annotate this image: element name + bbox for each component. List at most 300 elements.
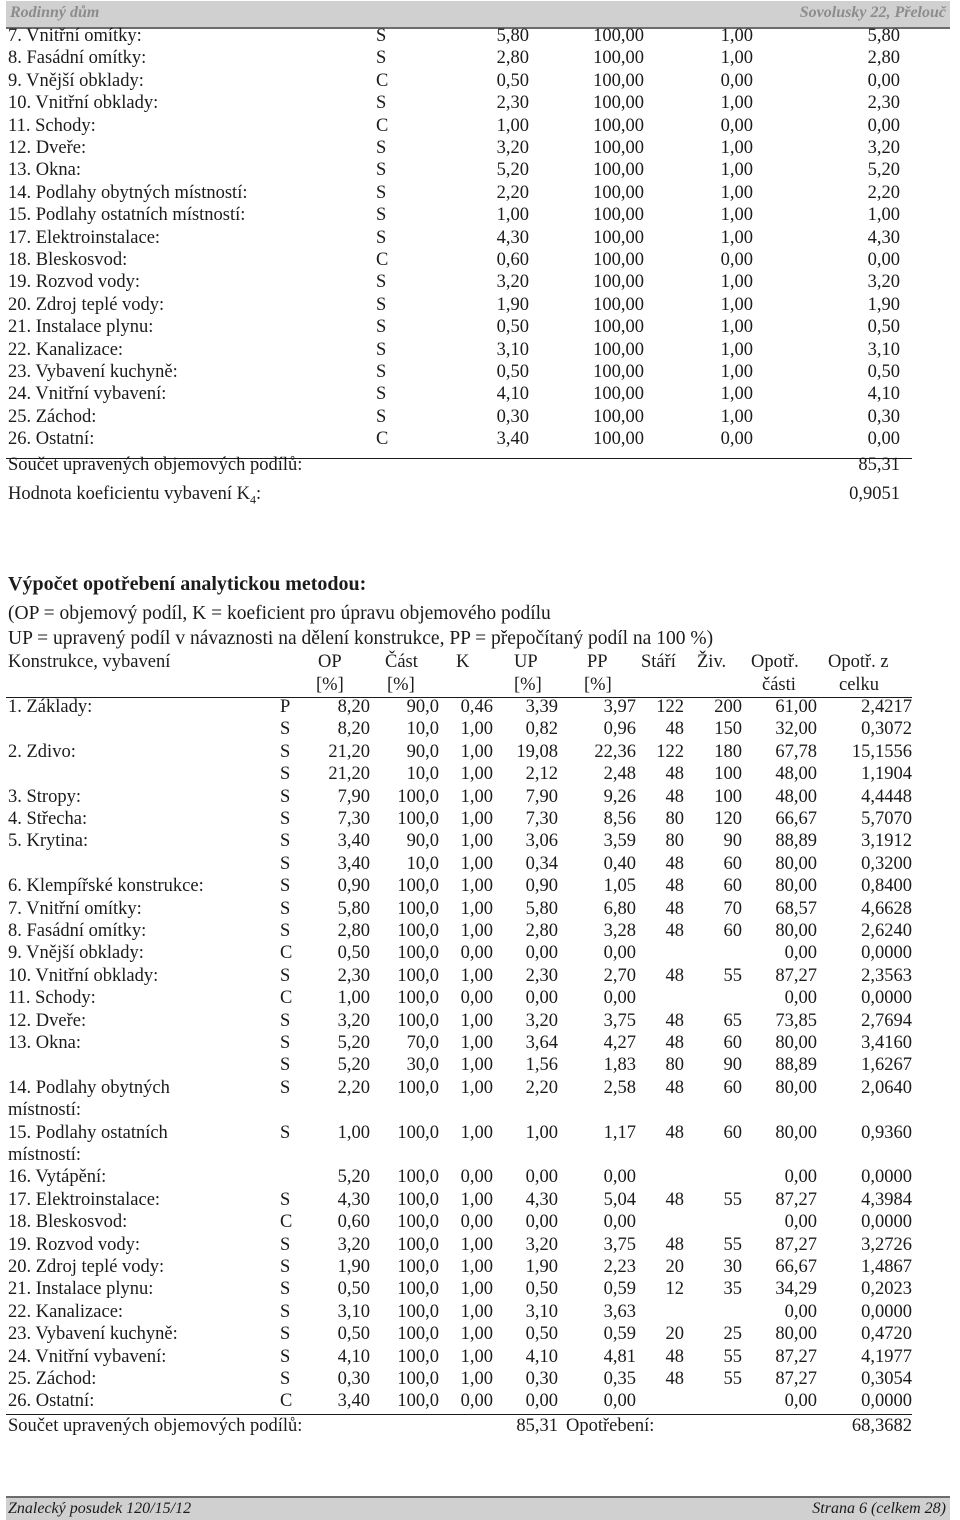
table2-row [0,787,960,809]
table2-cell-pp: 9,26 [603,786,636,807]
table1-row [0,362,960,384]
table1-cell-b: 100,00 [593,227,644,248]
table2-cell-ziv: 25 [723,1324,742,1345]
table2-cell-st: 122 [656,697,684,717]
table2-cell-typ: S [280,741,291,762]
table2-row [0,1347,960,1369]
table1-cell-a: 0,50 [496,362,529,382]
table1-row [0,272,960,294]
table2-cell-st: 80 [665,809,684,829]
table2-cell-oc: 87,27 [775,1189,817,1210]
col-opotr-celku-unit: celku [839,675,880,695]
table2-cell-op: 21,20 [328,764,370,785]
table2-cell-cast: 100,0 [397,1346,439,1367]
table1-cell-b: 100,00 [593,406,644,427]
table2-cell-oz: 0,3072 [861,719,912,740]
table2-cell-cast: 100,0 [397,1212,439,1233]
table2-cell-k: 0,00 [460,1391,493,1412]
table2-cell-pp: 0,00 [603,943,636,964]
table2-cell-pp: 3,59 [603,831,636,852]
col-pp-unit: [%] [584,675,612,695]
table2-cell-k: 1,00 [460,1189,493,1210]
table2-cell-st: 48 [665,876,684,897]
table2-cell-name: 11. Schody: [8,988,96,1009]
table1-sum-value: 85,31 [858,455,900,475]
table2-cell-st: 48 [665,1077,684,1098]
table2-cell-cast: 100,0 [397,1257,439,1277]
table1-cell-t: S [376,160,387,181]
table2-cell-up: 1,00 [525,1122,558,1143]
table1-cell-b: 100,00 [593,70,644,91]
table1-cell-name: 10. Vnitřní obklady: [8,93,159,114]
table1-cell-d: 5,20 [867,160,900,181]
table1-cell-name: 25. Záchod: [8,406,97,427]
table2-cell-ziv: 60 [723,1122,742,1143]
table1-cell-d: 0,50 [867,317,900,338]
table2-cell-oz: 4,3984 [861,1189,912,1210]
table1-cell-b: 100,00 [593,272,644,293]
table2-cell-name: 26. Ostatní: [8,1391,95,1412]
table2-cell-cast: 100,0 [397,1391,439,1412]
table2-sum-divider [6,1414,912,1415]
table2-cell-op: 4,30 [337,1189,370,1210]
table2-cell-ziv: 55 [723,1346,742,1367]
table2-cell-typ: S [280,921,291,941]
table2-row [0,1302,960,1324]
table1-cell-a: 1,90 [496,294,529,315]
table1-cell-c: 1,00 [720,294,753,315]
table1-cell-c: 1,00 [720,272,753,293]
table1-cell-name: 21. Instalace plynu: [8,317,154,338]
table2-cell-op: 3,20 [337,1010,370,1031]
table1-cell-t: S [376,317,387,338]
table2-cell-op: 4,10 [337,1346,370,1367]
table1-cell-c: 1,00 [720,339,753,360]
table2-cell-cast: 10,0 [406,719,439,740]
table2-cell-up: 0,00 [525,1167,558,1188]
table1-sum-label: Součet upravených objemových podílů: [8,455,303,475]
table2-cell-cast: 100,0 [397,943,439,964]
table2-cell-pp: 3,63 [603,1301,636,1322]
table1-cell-a: 3,20 [496,138,529,158]
table2-cell-k: 0,00 [460,943,493,964]
table2-cell-cast: 30,0 [406,1055,439,1076]
table2-cell-name: 25. Záchod: [8,1369,97,1389]
table1-cell-d: 0,00 [867,115,900,136]
table2-cell-up: 7,30 [525,809,558,829]
table1-cell-a: 2,30 [496,93,529,114]
table2-cell-st: 48 [665,1346,684,1367]
table1-cell-a: 2,20 [496,182,529,203]
table1-cell-b: 100,00 [593,294,644,315]
table2-cell-pp: 0,00 [603,1167,636,1188]
table2-cell-typ: P [280,697,291,717]
table1-cell-t: S [376,182,387,203]
table1-cell-name: 24. Vnitřní vybavení: [8,384,167,405]
table2-cell-oc: 66,67 [775,809,817,829]
table2-cell-oc: 87,27 [775,1346,817,1367]
table2-cell-up: 2,12 [525,764,558,785]
table2-cell-oc: 0,00 [784,1301,817,1322]
table1-row [0,295,960,317]
table2-row [0,697,960,719]
table2-cell-typ: S [280,809,291,829]
table2-cell-k: 1,00 [460,764,493,785]
table2-cell-ziv: 90 [723,831,742,852]
col-ziv-header: Živ. [697,652,727,672]
table2-cell-op: 3,40 [337,1391,370,1412]
table2-row [0,988,960,1010]
table2-cell-oc: 48,00 [775,786,817,807]
table2-cell-op: 1,90 [337,1257,370,1277]
table1-cell-c: 1,00 [720,406,753,427]
table1-cell-d: 3,20 [867,138,900,158]
table1-cell-name: 15. Podlahy ostatních místností: [8,205,246,226]
wear-label: Opotřebení: [566,1416,655,1436]
table2-cell-pp: 22,36 [594,741,636,762]
table2-cell-name: 8. Fasádní omítky: [8,921,147,941]
table2-cell-cast: 100,0 [397,1167,439,1188]
table2-cell-up: 0,50 [525,1279,558,1300]
table2-cell-typ: S [280,1301,291,1322]
table1-sum-row [0,455,960,477]
table2-sum-value: 85,31 [516,1416,558,1436]
header-left: Rodinný dům [10,4,100,21]
table1-row [0,160,960,182]
table2-cell-oz: 0,0000 [861,1301,912,1322]
table2-cell-ziv: 60 [723,1077,742,1098]
table1-cell-a: 5,80 [496,26,529,46]
table2-cell-op: 7,30 [337,809,370,829]
col-opotr-casti-unit: části [762,675,796,695]
table2-cell-oc: 88,89 [775,831,817,852]
table2-cell-oc: 68,57 [775,898,817,919]
table1-cell-name: 20. Zdroj teplé vody: [8,294,165,315]
table2-cell-cast: 100,0 [397,786,439,807]
table2-row [0,1257,960,1279]
table2-cell-name: 6. Klempířské konstrukce: [8,876,204,897]
table2-cell-up: 5,80 [525,898,558,919]
table2-cell-cast: 100,0 [397,921,439,941]
table2-cell-typ: S [280,1279,291,1300]
table2-cell-pp: 3,28 [603,921,636,941]
table2-cell-cast: 100,0 [397,1010,439,1031]
table2-cell-up: 4,10 [525,1346,558,1367]
table1-cell-b: 100,00 [593,138,644,158]
table1-row [0,48,960,70]
table2-cell-oc: 0,00 [784,1167,817,1188]
table2-cell-st: 48 [665,786,684,807]
table1-cell-c: 1,00 [720,160,753,181]
table1-cell-b: 100,00 [593,317,644,338]
table1-cell-t: C [376,70,389,91]
table2-cell-name: 14. Podlahy obytných [8,1077,170,1098]
table2-cell-oz: 2,3563 [861,965,912,986]
col-staří-header: Stáří [641,652,676,672]
table1-row [0,183,960,205]
table1-cell-a: 1,00 [496,205,529,226]
table1-cell-t: S [376,138,387,158]
table1-cell-name: 9. Vnější obklady: [8,70,144,91]
table1-cell-t: S [376,272,387,293]
table2-cell-typ: S [280,898,291,919]
table2-cell-ziv: 55 [723,1234,742,1255]
wear-value: 68,3682 [851,1416,912,1436]
table2-cell-up: 1,90 [525,1257,558,1277]
table2-cell-name: 20. Zdroj teplé vody: [8,1257,165,1277]
table2-cell-st: 20 [665,1324,684,1345]
table2-row [0,1055,960,1077]
table2-cell-k: 1,00 [460,1346,493,1367]
table2-cell-typ: S [280,1033,291,1053]
table2-cell-typ: S [280,1324,291,1345]
table2-cell-op: 3,10 [337,1301,370,1322]
table2-cell-oc: 0,00 [784,988,817,1009]
table2-header-row1 [0,652,960,674]
table2-cell-name: 24. Vnitřní vybavení: [8,1346,167,1367]
table2-cell-cast: 90,0 [406,831,439,852]
table1-cell-t: C [376,115,389,136]
table2-cell-k: 1,00 [460,1010,493,1031]
table2-cell-name: 7. Vnitřní omítky: [8,898,142,919]
table2-cell-up: 0,82 [525,719,558,740]
table1-cell-c: 0,00 [720,250,753,270]
table2-cell-name: 17. Elektroinstalace: [8,1189,161,1210]
table2-header-row2 [0,675,960,697]
table2-cell-name: 10. Vnitřní obklady: [8,965,159,986]
table2-cell-name: 12. Dveře: [8,1010,87,1031]
table1-cell-d: 5,80 [867,26,900,46]
table2-cell-name: 21. Instalace plynu: [8,1279,154,1300]
table2-cell-st: 48 [665,921,684,941]
table1-cell-name: 14. Podlahy obytných místností: [8,182,248,203]
table2-cell-oc: 32,00 [775,719,817,740]
table2-cell-pp: 3,75 [603,1234,636,1255]
table1-cell-t: C [376,250,389,270]
table2-cell-oc: 66,67 [775,1257,817,1277]
table1-cell-t: S [376,48,387,69]
table1-cell-t: S [376,362,387,382]
table2-row [0,1324,960,1346]
table2-cell-pp: 4,81 [603,1346,636,1367]
table2-cell-st: 80 [665,831,684,852]
col-up-unit: [%] [514,675,542,695]
table2-cell-typ: S [280,853,291,874]
table2-cell-typ: C [280,1212,293,1233]
table2-cell-ziv: 60 [723,853,742,874]
table2-cell-oz: 0,0000 [861,1212,912,1233]
table1-cell-name: 11. Schody: [8,115,96,136]
table2-cell-oc: 88,89 [775,1055,817,1076]
table1-cell-a: 2,80 [496,48,529,69]
table2-cell-ziv: 55 [723,965,742,986]
table2-cell-st: 48 [665,764,684,785]
table2-cell-up: 0,50 [525,1324,558,1345]
table2-cell-op: 0,50 [337,943,370,964]
table1-row [0,317,960,339]
table1-cell-t: S [376,384,387,405]
table2-cell-cast: 100,0 [397,1279,439,1300]
table1-row [0,407,960,429]
table2-cell-ziv: 100 [714,786,742,807]
table2-cell-k: 1,00 [460,1033,493,1053]
table1-cell-b: 100,00 [593,339,644,360]
table2-cell-k: 1,00 [460,809,493,829]
table2-cell-oc: 80,00 [775,853,817,874]
table2-sum-row [0,1416,960,1438]
table1-cell-c: 1,00 [720,93,753,114]
table1-row [0,71,960,93]
table1-cell-t: S [376,93,387,114]
table1-cell-b: 100,00 [593,48,644,69]
table2-row [0,899,960,921]
table2-cell-oc: 73,85 [775,1010,817,1031]
table2-cell-pp: 2,23 [603,1257,636,1277]
table1-cell-b: 100,00 [593,250,644,270]
table2-cell-op: 3,20 [337,1234,370,1255]
table2-row [0,943,960,965]
table2-row [0,1033,960,1055]
col-op-unit: [%] [316,675,344,695]
table2-cell-ziv: 70 [723,898,742,919]
table1-cell-c: 1,00 [720,384,753,405]
table2-cell-up: 0,30 [525,1369,558,1389]
table1-cell-d: 0,00 [867,429,900,450]
table1-cell-name: 17. Elektroinstalace: [8,227,161,248]
col-name-header: Konstrukce, vybavení [8,652,171,672]
table2-cell-pp: 0,59 [603,1279,636,1300]
table2-cell-cast: 100,0 [397,988,439,1009]
table2-cell-up: 2,20 [525,1077,558,1098]
table2-row-continuation [0,1145,960,1167]
table2-cell-k: 1,00 [460,1279,493,1300]
table1-cell-d: 0,00 [867,250,900,270]
table2-cell-name: 13. Okna: [8,1033,81,1053]
table1-cell-a: 0,50 [496,70,529,91]
table2-cell-k: 1,00 [460,719,493,740]
table2-cell-op: 1,00 [337,1122,370,1143]
table1-cell-a: 3,20 [496,272,529,293]
table2-cell-up: 0,90 [525,876,558,897]
table2-cell-ziv: 55 [723,1189,742,1210]
table1-cell-a: 0,60 [496,250,529,270]
table2-cell-op: 3,40 [337,853,370,874]
table1-cell-a: 1,00 [496,115,529,136]
table2-cell-st: 48 [665,1189,684,1210]
table2-cell-ziv: 90 [723,1055,742,1076]
table2-cell-pp: 2,58 [603,1077,636,1098]
table2-row [0,1167,960,1189]
table1-cell-b: 100,00 [593,160,644,181]
col-cast-unit: [%] [387,675,415,695]
page-footer [6,1496,950,1520]
table2-cell-typ: C [280,1391,293,1412]
table1-row [0,340,960,362]
table2-cell-k: 1,00 [460,786,493,807]
table2-cell-st: 20 [665,1257,684,1277]
table2-row [0,921,960,943]
table1-row [0,205,960,227]
table2-cell-typ: S [280,965,291,986]
table2-cell-op: 7,90 [337,786,370,807]
table2-cell-cast: 100,0 [397,1189,439,1210]
table2-cell-st: 48 [665,1234,684,1255]
table2-cell-oc: 80,00 [775,1122,817,1143]
table2-cell-up: 0,34 [525,853,558,874]
table2-cell-cast: 70,0 [406,1033,439,1053]
section2-note1: (OP = objemový podíl, K = koeficient pro úpravu objemového podílu [8,603,551,624]
table1-cell-c: 0,00 [720,70,753,91]
table2-cell-typ: S [280,1346,291,1367]
table2-cell-oz: 0,4720 [861,1324,912,1345]
col-up-header: UP [514,652,538,672]
table2-cell-oc: 48,00 [775,764,817,785]
table2-cell-k: 1,00 [460,853,493,874]
table2-cell-up: 3,39 [525,697,558,717]
table2-cell-name: 15. Podlahy ostatních [8,1122,168,1143]
table2-cell-k: 0,00 [460,988,493,1009]
table2-cell-k: 0,00 [460,1212,493,1233]
table2-cell-cast: 100,0 [397,809,439,829]
table2-row [0,1123,960,1145]
table2-cell-oz: 2,6240 [861,921,912,941]
table1-cell-a: 4,10 [496,384,529,405]
table2-cell-up: 3,64 [525,1033,558,1053]
table2-cell-oz: 3,2726 [861,1234,912,1255]
table1-cell-a: 0,30 [496,406,529,427]
table2-cell-op: 5,20 [337,1055,370,1076]
table1-cell-c: 1,00 [720,182,753,203]
table2-cell-cast: 90,0 [406,697,439,717]
table2-cell-up: 0,00 [525,943,558,964]
table2-cell-oz: 0,0000 [861,1391,912,1412]
table2-cell-st: 48 [665,898,684,919]
table2-row [0,1190,960,1212]
table2-cell-op: 21,20 [328,741,370,762]
table2-cell-ziv: 55 [723,1369,742,1389]
table2-cell-typ: S [280,786,291,807]
table2-cell-st: 48 [665,1033,684,1053]
table2-cell-k: 1,00 [460,1324,493,1345]
table2-cell-oz: 1,1904 [861,764,912,785]
table2-cell-oc: 80,00 [775,876,817,897]
table1-cell-name: 18. Bleskosvod: [8,250,128,270]
table2-cell-typ: S [280,876,291,897]
table2-cell-oc: 80,00 [775,1324,817,1345]
table1-cell-d: 1,90 [867,294,900,315]
table2-cell-oz: 3,4160 [861,1033,912,1053]
table2-cell-oz: 0,3054 [861,1369,912,1389]
table2-cell-typ: S [280,1122,291,1143]
table1-cell-t: S [376,205,387,226]
table2-cell-up: 1,56 [525,1055,558,1076]
table1-cell-c: 1,00 [720,227,753,248]
table1-cell-b: 100,00 [593,205,644,226]
table2-cell-name: 5. Krytina: [8,831,89,852]
table2-cell-k: 1,00 [460,965,493,986]
table2-cell-cast: 100,0 [397,1301,439,1322]
table2-cell-oz: 0,9360 [861,1122,912,1143]
table2-cell-k: 1,00 [460,831,493,852]
table2-cell-k: 0,46 [460,697,493,717]
table2-cell-cast: 100,0 [397,1369,439,1389]
table1-row [0,116,960,138]
table2-cell-k: 1,00 [460,1077,493,1098]
table2-row [0,1391,960,1413]
table2-cell-ziv: 60 [723,876,742,897]
table2-cell-st: 80 [665,1055,684,1076]
table2-row [0,966,960,988]
